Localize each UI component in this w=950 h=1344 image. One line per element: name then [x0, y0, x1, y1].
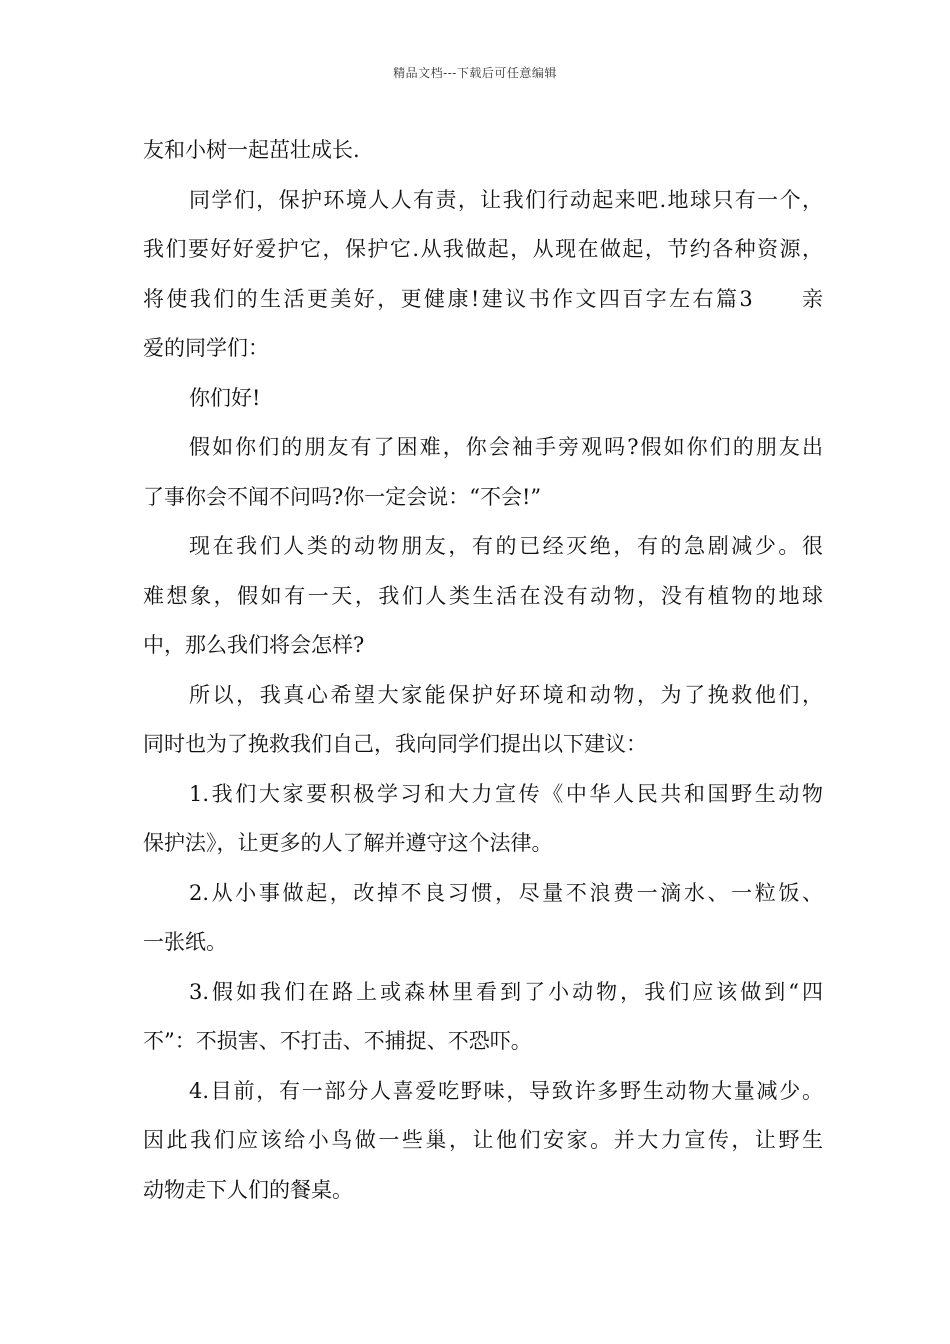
text-line: 我们要好好爱护它，保护它.从我做起，从现在做起，节约各种资源， [143, 237, 823, 261]
text-line: 同时也为了挽救我们自己，我向同学们提出以下建议： [143, 732, 647, 756]
text-line: 了事你会不闻不问吗?你一定会说：“不会!” [143, 484, 542, 509]
text-line: 一张纸。 [143, 930, 227, 954]
text-line: 3.假如我们在路上或森林里看到了小动物，我们应该做到“四 [189, 979, 823, 1004]
text-line: 友和小树一起茁壮成长. [143, 138, 360, 162]
text-line: 爱的同学们： [143, 336, 269, 360]
body-text [143, 126, 823, 1215]
text-line: 1.我们大家要积极学习和大力宣传《中华人民共和国野生动物 [189, 781, 823, 806]
text-line: 同学们，保护环境人人有责，让我们行动起来吧.地球只有一个， [189, 187, 823, 212]
text-line: 保护法》，让更多的人了解并遵守这个法律。 [143, 831, 553, 855]
text-line: 不”：不损害、不打击、不捕捉、不恐吓。 [143, 1029, 532, 1053]
text-line: 难想象，假如有一天，我们人类生活在没有动物，没有植物的地球 [143, 583, 823, 608]
text-line: 假如你们的朋友有了困难，你会袖手旁观吗?假如你们的朋友出 [189, 435, 823, 459]
text-line: 因此我们应该给小鸟做一些巢，让他们安家。并大力宣传，让野生 [143, 1128, 823, 1152]
text-line: 4.目前，有一部分人喜爱吃野味，导致许多野生动物大量减少。 [189, 1078, 823, 1103]
text-line: 动物走下人们的餐桌。 [143, 1177, 353, 1202]
page-header: 精品文档---下载后可任意编辑 [393, 66, 557, 80]
text-line: 2.从小事做起，改掉不良习惯，尽量不浪费一滴水、一粒饭、 [189, 880, 823, 905]
text-line: 现在我们人类的动物朋友，有的已经灭绝，有的急剧减少。很 [189, 534, 823, 558]
text-line: 将使我们的生活更美好，更健康!建议书作文四百字左右篇3 亲 [143, 286, 823, 311]
text-line: 你们好! [189, 385, 261, 410]
text-line: 所以，我真心希望大家能保护好环境和动物，为了挽救他们， [189, 682, 823, 707]
text-line: 中，那么我们将会怎样? [143, 633, 365, 657]
